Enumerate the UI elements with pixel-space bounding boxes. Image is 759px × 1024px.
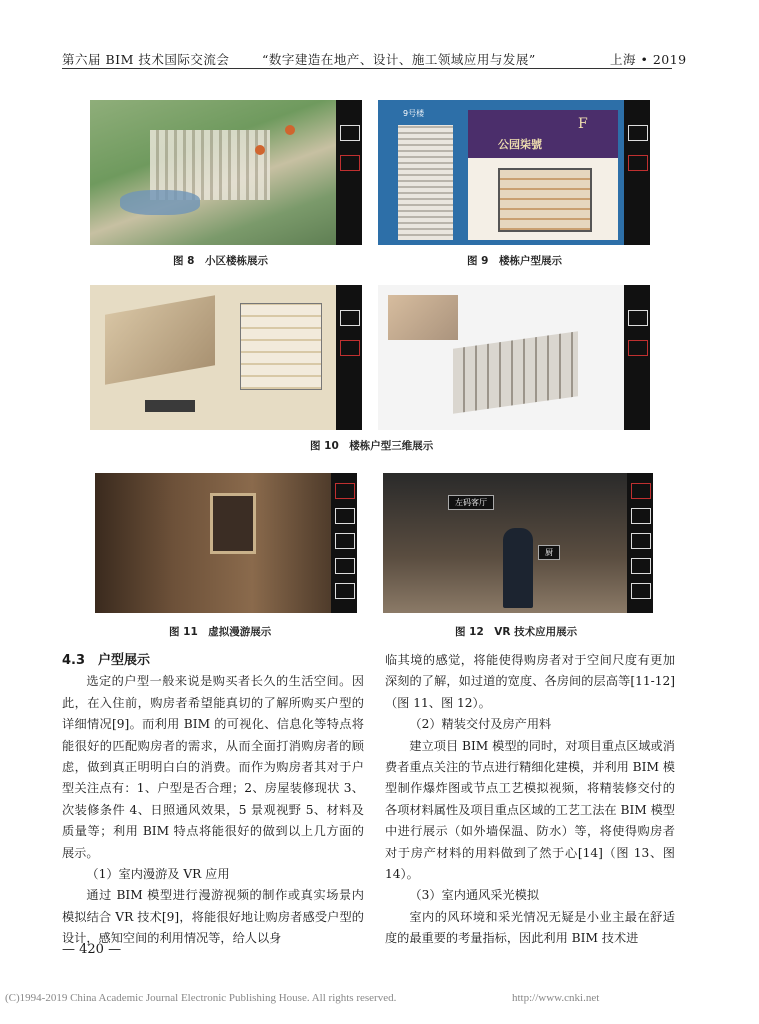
figure-8-image (90, 100, 362, 245)
right-column (385, 650, 675, 950)
side-panel (627, 473, 653, 613)
home-icon[interactable] (335, 483, 355, 499)
copyright-footer: (C)1994-2019 China Academic Journal Electronic Publishing House. All rights reserved. (5, 992, 397, 1004)
side-panel (336, 100, 362, 245)
project-sign: 公园柒號 (498, 138, 542, 151)
figure-10-right-image (378, 285, 650, 430)
figure-10-caption: 图 10 楼栋户型三维展示 (310, 440, 434, 452)
brush-icon[interactable] (335, 508, 355, 524)
header-location-year: 上海 • 2019 (610, 52, 687, 67)
header-rule (62, 68, 672, 69)
figure-9-caption: 图 9 楼栋户型展示 (467, 255, 562, 267)
figure-11-caption: 图 11 虚拟漫游展示 (169, 626, 272, 638)
paragraph: 室内的风环境和采光情况无疑是小业主最在舒适度的最重要的考量指标，因此利用 BIM 技术进 (385, 909, 675, 946)
sun-icon[interactable] (335, 533, 355, 549)
home-icon[interactable] (631, 483, 651, 499)
header-conference: 第六届 BIM 技术国际交流会 (62, 52, 230, 67)
room-label: 左码客厅 (448, 495, 494, 510)
room-label-2: 厨 (538, 545, 560, 560)
menu-icon[interactable] (340, 310, 360, 326)
menu-icon[interactable] (628, 125, 648, 141)
avatar-figure (503, 528, 533, 608)
paragraph: 临其境的感觉，将能使得购房者对于空间尺度有更加深刻的了解，如过道的宽度、各房间的层高等[11-12]（图 11、图 12）。 (385, 653, 675, 710)
figure-12-image (383, 473, 653, 613)
subheading: （2）精装交付及房产用料 (409, 717, 552, 732)
layers-icon[interactable] (335, 583, 355, 599)
menu-icon[interactable] (628, 310, 648, 326)
figure-10-left-image (90, 285, 362, 430)
page-number: — 420 — (62, 942, 122, 957)
figure-11-image (95, 473, 357, 613)
figure-12-caption: 图 12 VR 技术应用展示 (455, 626, 578, 638)
side-panel (624, 100, 650, 245)
side-panel (331, 473, 357, 613)
figure-8-caption: 图 8 小区楼栋展示 (173, 255, 268, 267)
section-heading: 4.3 户型展示 (62, 653, 151, 668)
header-theme: “数字建造在地产、设计、施工领域应用与发展” (262, 52, 536, 67)
walk-icon[interactable] (335, 558, 355, 574)
floorplan-icon[interactable] (340, 340, 360, 356)
floorplan-icon[interactable] (628, 340, 648, 356)
brush-icon[interactable] (631, 508, 651, 524)
site-url[interactable]: http://www.cnki.net (512, 992, 600, 1004)
side-panel (624, 285, 650, 430)
floorplan-icon[interactable] (340, 155, 360, 171)
floorplan-icon[interactable] (628, 155, 648, 171)
subheading: （3）室内通风采光模拟 (409, 888, 540, 903)
paragraph: 建立项目 BIM 模型的同时，对项目重点区域或消费者重点关注的节点进行精细化建模，并利用 BIM 模型制作爆炸图或节点工艺模拟视频，将精装修交付的各项材料属性及项目重点区域的工艺工法在 BIM 模型中进行展示（如外墙保温、防水）等，将使得购房者对于房产材料的用料做到了然于心[14]（图 13、图 14）。 (385, 738, 675, 882)
walk-icon[interactable] (631, 558, 651, 574)
sun-icon[interactable] (631, 533, 651, 549)
building-tag: 9号楼 (403, 109, 425, 118)
side-panel (336, 285, 362, 430)
paragraph: 选定的户型一般来说是购买者长久的生活空间。因此，在入住前，购房者希望能真切的了解所购买户型的详细情况[9]。而利用 BIM 的可视化、信息化等特点将能很好的匹配购房者的需求，从而全面打消购房者的顾虑，做到真正明明白白的消费。而作为购房者其对于户型关注点有：1、户型是否合理；2、房屋装修现状 3、次装修条件 4、日照通风效果，5 景观视野 5、材料及质量等；利用 BIM 特点将能很好的做到以上几方面的展示。 (62, 674, 364, 860)
paragraph: 通过 BIM 模型进行漫游视频的制作或真实场景内模拟结合 VR 技术[9]，将能很好地让购房者感受户型的设计，感知空间的利用情况等，给人以身 (62, 888, 364, 946)
unit-letter: F (578, 116, 588, 132)
figure-9-image (378, 100, 650, 245)
layers-icon[interactable] (631, 583, 651, 599)
left-column (62, 650, 364, 950)
menu-icon[interactable] (340, 125, 360, 141)
subheading: （1）室内漫游及 VR 应用 (86, 867, 230, 882)
